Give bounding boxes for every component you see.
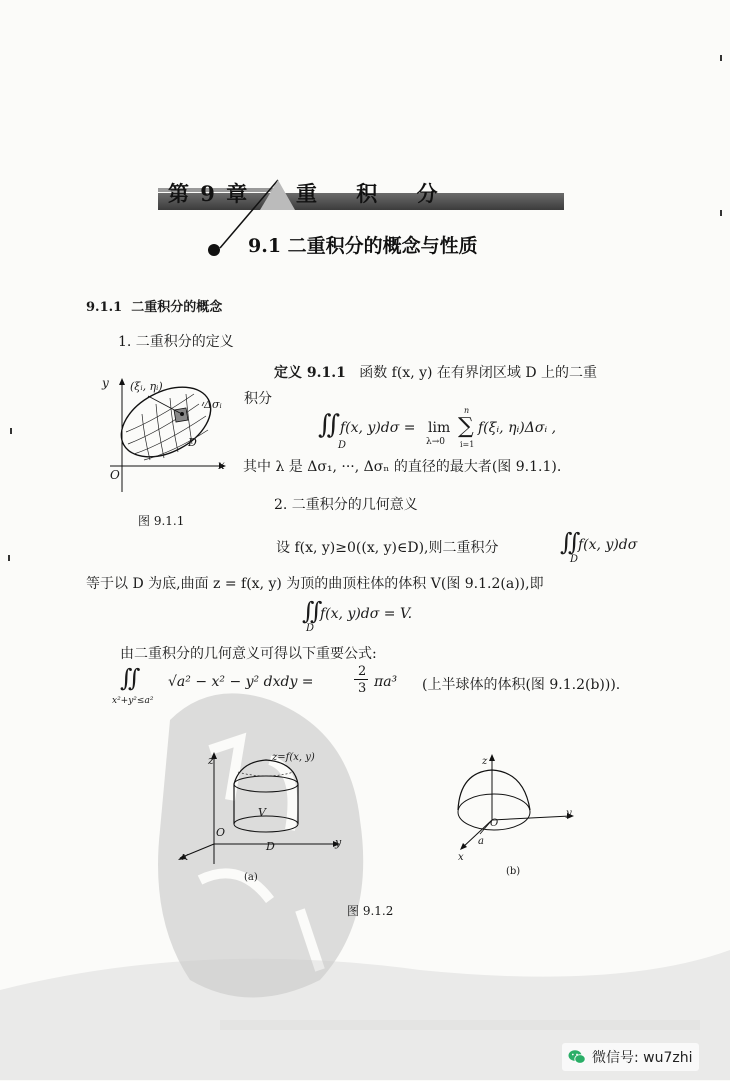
wechat-id-badge [562, 1043, 699, 1071]
subsection-number: 9.1.1 [86, 300, 123, 315]
double-integral-sign: ∬ [560, 528, 581, 556]
hemisphere-formula-main: √a² − x² − y² dxdy = [168, 674, 314, 690]
fig912b-label: (b) [506, 866, 521, 877]
geometry-formula1 [560, 528, 670, 564]
fig912b-x: x [458, 852, 464, 863]
fig911-label-x: x [218, 458, 225, 472]
fig911-label-point: (ξᵢ, ηᵢ) [130, 380, 163, 393]
subsection-heading [86, 296, 222, 315]
geometry-formula2 [302, 597, 462, 635]
formula-lhs: f(x, y)dσ = [340, 420, 416, 436]
fraction-numerator: 2 [358, 664, 367, 679]
geometry-text2: 等于以 D 为底,曲面 z = f(x, y) 为顶的曲顶柱体的体积 V(图 9.1.2(a)),即 [86, 576, 544, 592]
definition-text3: 其中 λ 是 Δσ₁, ···, Δσₙ 的直径的最大者(图 9.1.1). [243, 459, 562, 475]
fig912a-y: y [335, 836, 342, 849]
fig912a-o: O [216, 826, 226, 839]
scan-margin-mark [720, 55, 722, 61]
hemisphere-formula-note: (上半球体的体积(图 9.1.2(b))). [422, 677, 621, 693]
subsection-title: 二重积分的概念 [131, 300, 223, 315]
fig912a-x: x [182, 850, 189, 863]
integral-region: D [338, 440, 347, 451]
sum-sign: ∑ [458, 414, 474, 439]
double-integral-sign: ∬ [318, 410, 341, 440]
fig912b-o: O [490, 818, 499, 829]
wechat-id-label: 微信号: wu7zhi [592, 1050, 693, 1066]
item1-title: 1. 二重积分的定义 [118, 334, 234, 350]
double-integral-sign: ∬ [120, 664, 141, 692]
definition-formula [318, 406, 578, 451]
fig911-label-o: O [110, 468, 120, 482]
wechat-icon [568, 1049, 586, 1065]
figure-9-1-2a [170, 748, 340, 888]
hemisphere-formula-tail: πa³ [374, 674, 398, 690]
chapter-title: 第 9 章 [168, 181, 250, 206]
chapter-subject: 重 积 分 [296, 181, 454, 206]
double-integral-sign: ∬ [302, 597, 323, 625]
scan-margin-mark [720, 210, 722, 216]
geometry-text1: 设 f(x, y)≥0((x, y)∈D),则二重积分 [276, 540, 499, 556]
figure-9-1-2b [450, 750, 585, 870]
fig912a-surface: z=f(x, y) [272, 752, 315, 763]
definition-label: 定义 9.1.1 [274, 365, 346, 381]
item2-title: 2. 二重积分的几何意义 [274, 497, 418, 513]
integral-region: D [570, 554, 579, 565]
scan-margin-mark [8, 555, 10, 561]
fraction-bar [354, 679, 368, 680]
geometry-text3: 由二重积分的几何意义可得以下重要公式: [120, 646, 377, 662]
formula-lim-sub: λ→0 [426, 437, 445, 447]
fig912-caption: 图 9.1.2 [347, 904, 394, 918]
fig911-label-d: D [188, 436, 197, 449]
fig912a-d: D [266, 840, 275, 853]
section-title: 9.1 二重积分的概念与性质 [248, 235, 478, 257]
integral-region: x²+y²≤a² [112, 696, 154, 706]
definition-text1: 函数 f(x, y) 在有界闭区域 D 上的二重 [359, 365, 598, 381]
fig912a-v: V [258, 806, 266, 819]
fig912b-a: a [478, 836, 484, 847]
geometry-formula2-text: f(x, y)dσ = V. [320, 606, 413, 622]
definition-line1 [274, 362, 597, 382]
hemisphere-formula [112, 662, 632, 714]
fraction-denominator: 3 [358, 681, 367, 696]
fig912b-y: y [566, 808, 572, 819]
sum-bottom: i=1 [460, 440, 475, 449]
geometry-formula1-text: f(x, y)dσ [578, 537, 638, 553]
scan-margin-mark [10, 428, 12, 434]
fig912b-z: z [482, 756, 488, 767]
integral-region: D [306, 623, 315, 634]
formula-lim: lim [428, 420, 451, 436]
sum-top: n [464, 406, 470, 415]
formula-rhs: f(ξᵢ, ηᵢ)Δσᵢ , [478, 420, 557, 436]
definition-text2: 积分 [244, 391, 272, 407]
figure-9-1-1 [104, 374, 230, 494]
fig911-label-delta: Δσᵢ [204, 398, 222, 411]
fig912a-label: (a) [244, 872, 258, 883]
fig911-label-y: y [102, 376, 109, 390]
fig912a-z: z [208, 754, 214, 767]
fig911-caption: 图 9.1.1 [138, 514, 185, 528]
